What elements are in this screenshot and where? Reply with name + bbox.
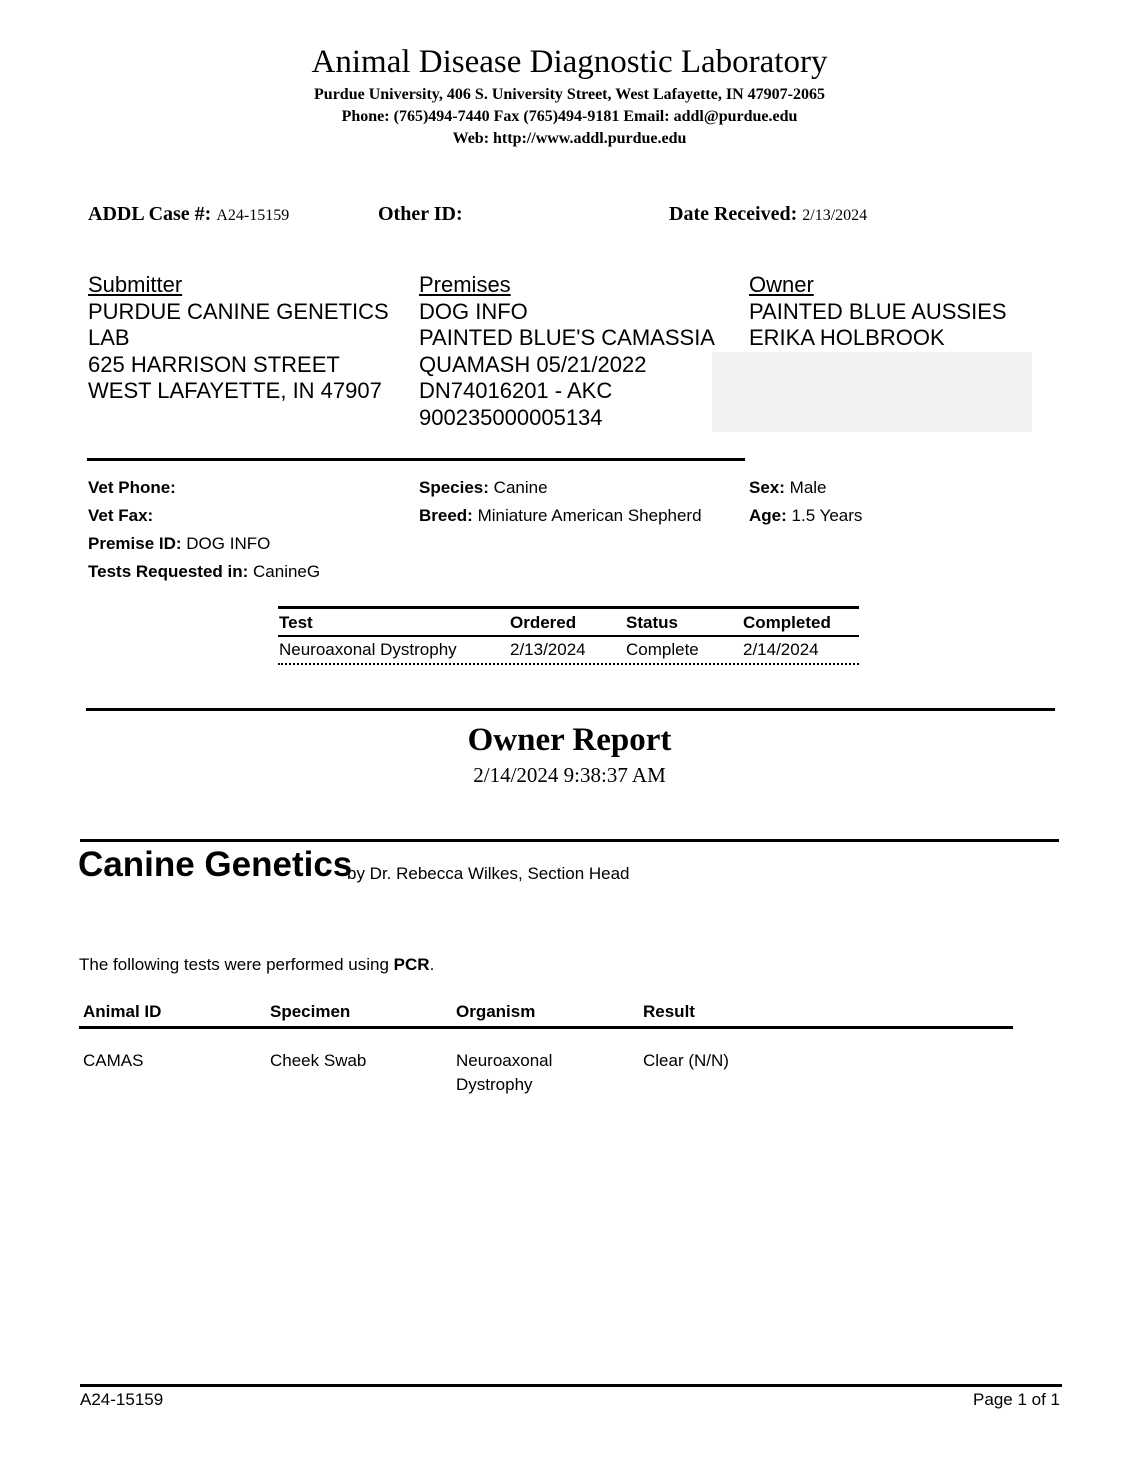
owner-line: ERIKA HOLBROOK: [749, 325, 945, 350]
tests-table: [278, 606, 859, 665]
method-name: PCR: [393, 955, 430, 974]
tests-table-header: [278, 606, 859, 637]
tests-requested-label: Tests Requested in:: [88, 562, 249, 581]
premises-heading: Premises: [419, 272, 511, 297]
tests-header-cell: Completed: [743, 613, 831, 632]
vet-phone: [88, 474, 320, 502]
result-organism-line: Dystrophy: [456, 1075, 533, 1094]
owner-block: [749, 272, 1007, 352]
other-id-label: Other ID:: [378, 203, 463, 225]
results-table-header: [79, 1000, 1013, 1029]
vet-info-block: [88, 474, 320, 586]
premises-block: [419, 272, 715, 431]
method-prefix: The following tests were performed using: [79, 955, 394, 974]
result-animal-id: CAMAS: [83, 1051, 144, 1070]
lab-web: Web: http://www.addl.purdue.edu: [452, 130, 687, 147]
lab-name: Animal Disease Diagnostic Laboratory: [311, 44, 828, 80]
case-number-value: A24-15159: [216, 207, 290, 224]
species-breed-block: [419, 474, 702, 530]
sex: [749, 474, 862, 502]
submitter-line: PURDUE CANINE GENETICS: [88, 298, 389, 324]
sex-label: Sex:: [749, 478, 785, 497]
table-row: [79, 1029, 1013, 1094]
lab-address: Purdue University, 406 S. University Street, West Lafayette, IN 47907-2065: [314, 86, 825, 103]
footer-divider: [80, 1384, 1062, 1387]
tests-cell: 2/13/2024: [510, 640, 586, 659]
species-value: Canine: [493, 478, 548, 497]
result-organism-line: Neuroaxonal: [456, 1051, 553, 1070]
submitter-heading: Submitter: [88, 272, 183, 297]
results-header-cell: Animal ID: [83, 1002, 162, 1021]
submitter-line: WEST LAFAYETTE, IN 47907: [88, 378, 382, 403]
breed: [419, 502, 702, 530]
premises-line: QUAMASH 05/21/2022: [419, 351, 647, 377]
premise-id-value: DOG INFO: [186, 534, 271, 553]
method-suffix: .: [429, 955, 435, 974]
premises-line: DN74016201 - AKC: [419, 378, 613, 403]
results-table: [79, 1000, 1013, 1094]
owner-heading: Owner: [749, 272, 814, 297]
tests-cell: Neuroaxonal Dystrophy: [279, 640, 457, 659]
table-row: [278, 637, 859, 665]
vet-phone-label: Vet Phone:: [88, 478, 176, 497]
result-organism: [456, 1049, 552, 1097]
case-number-label: ADDL Case #:: [88, 203, 212, 225]
premise-id: [88, 530, 320, 558]
redacted-area: [712, 352, 1032, 432]
result-specimen: Cheek Swab: [270, 1051, 367, 1070]
report-datetime: 2/14/2024 9:38:37 AM: [473, 763, 666, 787]
section-title: Canine Genetics: [78, 845, 353, 884]
submitter-line: 625 HARRISON STREET: [88, 351, 340, 377]
divider: [87, 458, 745, 461]
footer-case-id: A24-15159: [80, 1390, 164, 1409]
tests-header-cell: Test: [279, 613, 313, 632]
tests-cell: Complete: [626, 640, 699, 659]
method-text: [79, 955, 434, 975]
age-value: 1.5 Years: [791, 506, 863, 525]
premise-id-label: Premise ID:: [88, 534, 182, 553]
vet-fax-label: Vet Fax:: [88, 506, 154, 525]
lab-contact: Phone: (765)494-7440 Fax (765)494-9181 Email: addl@purdue.edu: [341, 108, 798, 125]
results-header-cell: Specimen: [270, 1002, 351, 1021]
footer-page-number: Page 1 of 1: [973, 1390, 1060, 1409]
date-received-label: Date Received:: [669, 203, 798, 225]
sex-value: Male: [789, 478, 827, 497]
vet-fax: [88, 502, 320, 530]
tests-requested-value: CanineG: [253, 562, 321, 581]
breed-label: Breed:: [419, 506, 473, 525]
section-byline: by Dr. Rebecca Wilkes, Section Head: [347, 864, 630, 883]
owner-line: PAINTED BLUE AUSSIES: [749, 298, 1007, 324]
tests-cell: 2/14/2024: [743, 640, 819, 659]
breed-value: Miniature American Shepherd: [477, 506, 702, 525]
report-title: Owner Report: [467, 722, 672, 758]
tests-requested: [88, 558, 320, 586]
age-label: Age:: [749, 506, 787, 525]
results-header-cell: Organism: [456, 1002, 536, 1021]
result-value: Clear (N/N): [643, 1051, 729, 1070]
species: [419, 474, 702, 502]
date-received: [669, 203, 867, 226]
results-header-cell: Result: [643, 1002, 695, 1021]
submitter-line: LAB: [88, 325, 130, 350]
tests-header-cell: Ordered: [510, 613, 577, 632]
sex-age-block: [749, 474, 862, 530]
tests-header-cell: Status: [626, 613, 678, 632]
premises-line: PAINTED BLUE'S CAMASSIA: [419, 325, 715, 350]
age: [749, 502, 862, 530]
divider: [86, 708, 1055, 711]
submitter-block: [88, 272, 389, 405]
species-label: Species:: [419, 478, 489, 497]
divider: [80, 839, 1059, 842]
date-received-value: 2/13/2024: [802, 207, 868, 224]
other-id: [378, 203, 463, 226]
case-number: [88, 203, 289, 226]
premises-line: DOG INFO: [419, 298, 528, 324]
premises-line: 900235000005134: [419, 404, 603, 430]
